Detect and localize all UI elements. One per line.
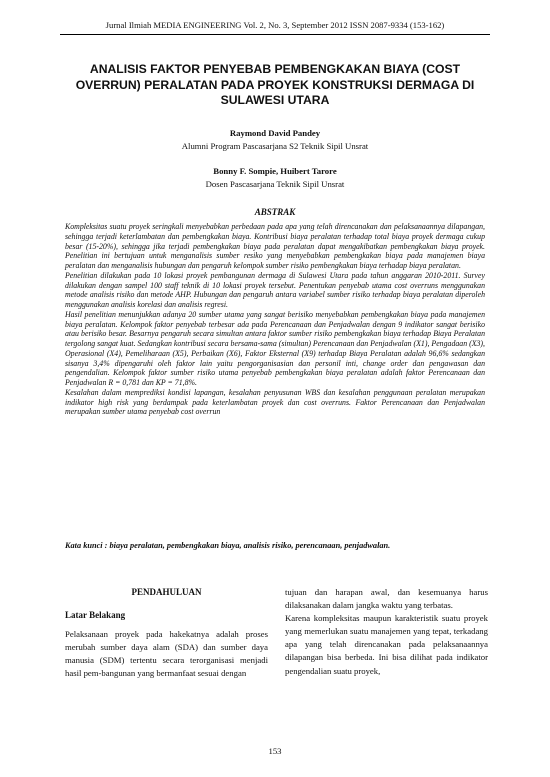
abstract-paragraph-3: Hasil penelitian menunjukkan adanya 20 sumber utama yang sangat berisiko menyebabkan pembengkakan biaya pada manajemen biaya peralatan. Kelompok faktor penyebab terbesar ada pada Perencanaan dan Penjadwalan dengan 9 indikator sangat berisiko atau berisiko besar. Besarnya pengaruh secara simultan antara faktor sumber risiko pembengkakan biaya terhadap Biaya Peralatan tergolong sangat kuat. Sedangkan kontribusi secara bersama-sama (simultan) Perencanaan dan Penjadwalan (X1), Pengadaan (X3), Operasional (X4), Pemeliharaan (X5), Perbaikan (X6), Faktor Eksternal (X9) terhadap Biaya Peralatan adalah 96,6% sedangkan sisanya 3,4% dipengaruhi oleh faktor lain yaitu pengorganisasian dan personil inti, change order dan pengawasan dan pengendalian. Kelompok faktor sumber risiko utama penyebab pembengkakan biaya peralatan adalah faktor Perencanaan dan Penjadwalan R = 0,781 dan KP = 71,8%. [65,309,485,387]
author-name-2: Bonny F. Sompie, Huibert Tarore [213,166,337,176]
author-affiliation-1: Alumni Program Pascasarjana S2 Teknik Sipil Unsrat [181,141,369,151]
right-column [285,586,488,678]
left-column-text: Pelaksanaan proyek pada hakekatnya adalah proses merubah sumber daya alam (SDA) dan sumber daya manusia (SDM) tertentu secara terorganisasi menjadi hasil pem-bangunan yang bermanfaat sesuai dengan [65,629,268,679]
abstract-body [65,222,485,417]
abstract-paragraph-4: Kesalahan dalam memprediksi kondisi lapangan, kesalahan penyusunan WBS dan kesalahan penggunaan peralatan merupakan indikator high risk yang berdampak pada keterlambatan proyek dan cost overruns. Faktor Perencanaan dan Penjadwalan merupakan sumber utama penyebab cost overrun [65,387,485,417]
keywords: Kata kunci : biaya peralatan, pembengkakan biaya, analisis risiko, perencanaan, penjadwalan. [65,541,391,550]
header-divider [60,34,490,35]
abstract-paragraph-2: Penelitian dilakukan pada 10 lokasi proyek pembangunan dermaga di Sulawesi Utara pada tahun anggaran 2010-2011. Survey dilakukan dengan sampel 100 staff teknik di 10 lokasi proyek tersebut. Penentukan penyebab utama cost overruns menggunakan metode analisis risiko dan metode AHP. Hubungan dan pengaruh antara variabel sumber risiko terhadap biaya peralatan diperoleh menggunakan analisis korelasi dan analisis regresi. [65,270,485,309]
paper-title: ANALISIS FAKTOR PENYEBAB PEMBENGKAKAN BIAYA (COST OVERRUN) PERALATAN PADA PROYEK KONSTRUKSI DERMAGA DI SULAWESI UTARA [75,62,475,107]
journal-header: Jurnal Ilmiah MEDIA ENGINEERING Vol. 2, No. 3, September 2012 ISSN 2087-9334 (153-162) [105,20,445,30]
page-number: 153 [268,746,282,756]
author-name-1: Raymond David Pandey [229,128,321,138]
subsection-heading-latar-belakang: Latar Belakang [65,610,126,621]
section-heading-pendahuluan: PENDAHULUAN [131,587,202,597]
abstract-paragraph-1: Kompleksitas suatu proyek seringkali menyebabkan perbedaan pada apa yang telah direncanakan dan pelaksanaannya dilapangan, sehingga terjadi keterlambatan dan pembengkakan biaya. Kontribusi biaya peralatan terhadap total biaya proyek dermaga cukup besar (15-20%), sehingga jika terjadi pembengkakan biaya pada peralatan dapat mengakibatkan pembengkakan biaya proyek. Penelitian ini bertujuan untuk menganalisis sumber resiko yang menyebabkan pembengkakan biaya pada manajemen biaya peralatan dan menganalisis hubungan dan pengaruh kelompok sumber risiko pembengkakan biaya terhadap biaya peralatan. [65,222,485,270]
abstract-heading: ABSTRAK [254,207,296,217]
author-affiliation-2: Dosen Pascasarjana Teknik Sipil Unsrat [205,179,345,189]
left-column [65,586,268,681]
right-column-paragraph-1: tujuan dan harapan awal, dan kesemuanya harus dilaksanakan dalam jangka waktu yang terbatas. [285,587,488,611]
right-column-paragraph-2: Karena kompleksitas maupun karakteristik suatu proyek yang memerlukan suatu manajemen yang tepat, terkadang apa yang telah direncanakan pada pelaksanaannya dilapangan bisa berbeda. Ini bisa dilihat pada indikator pengendalian suatu proyek, [285,613,488,676]
